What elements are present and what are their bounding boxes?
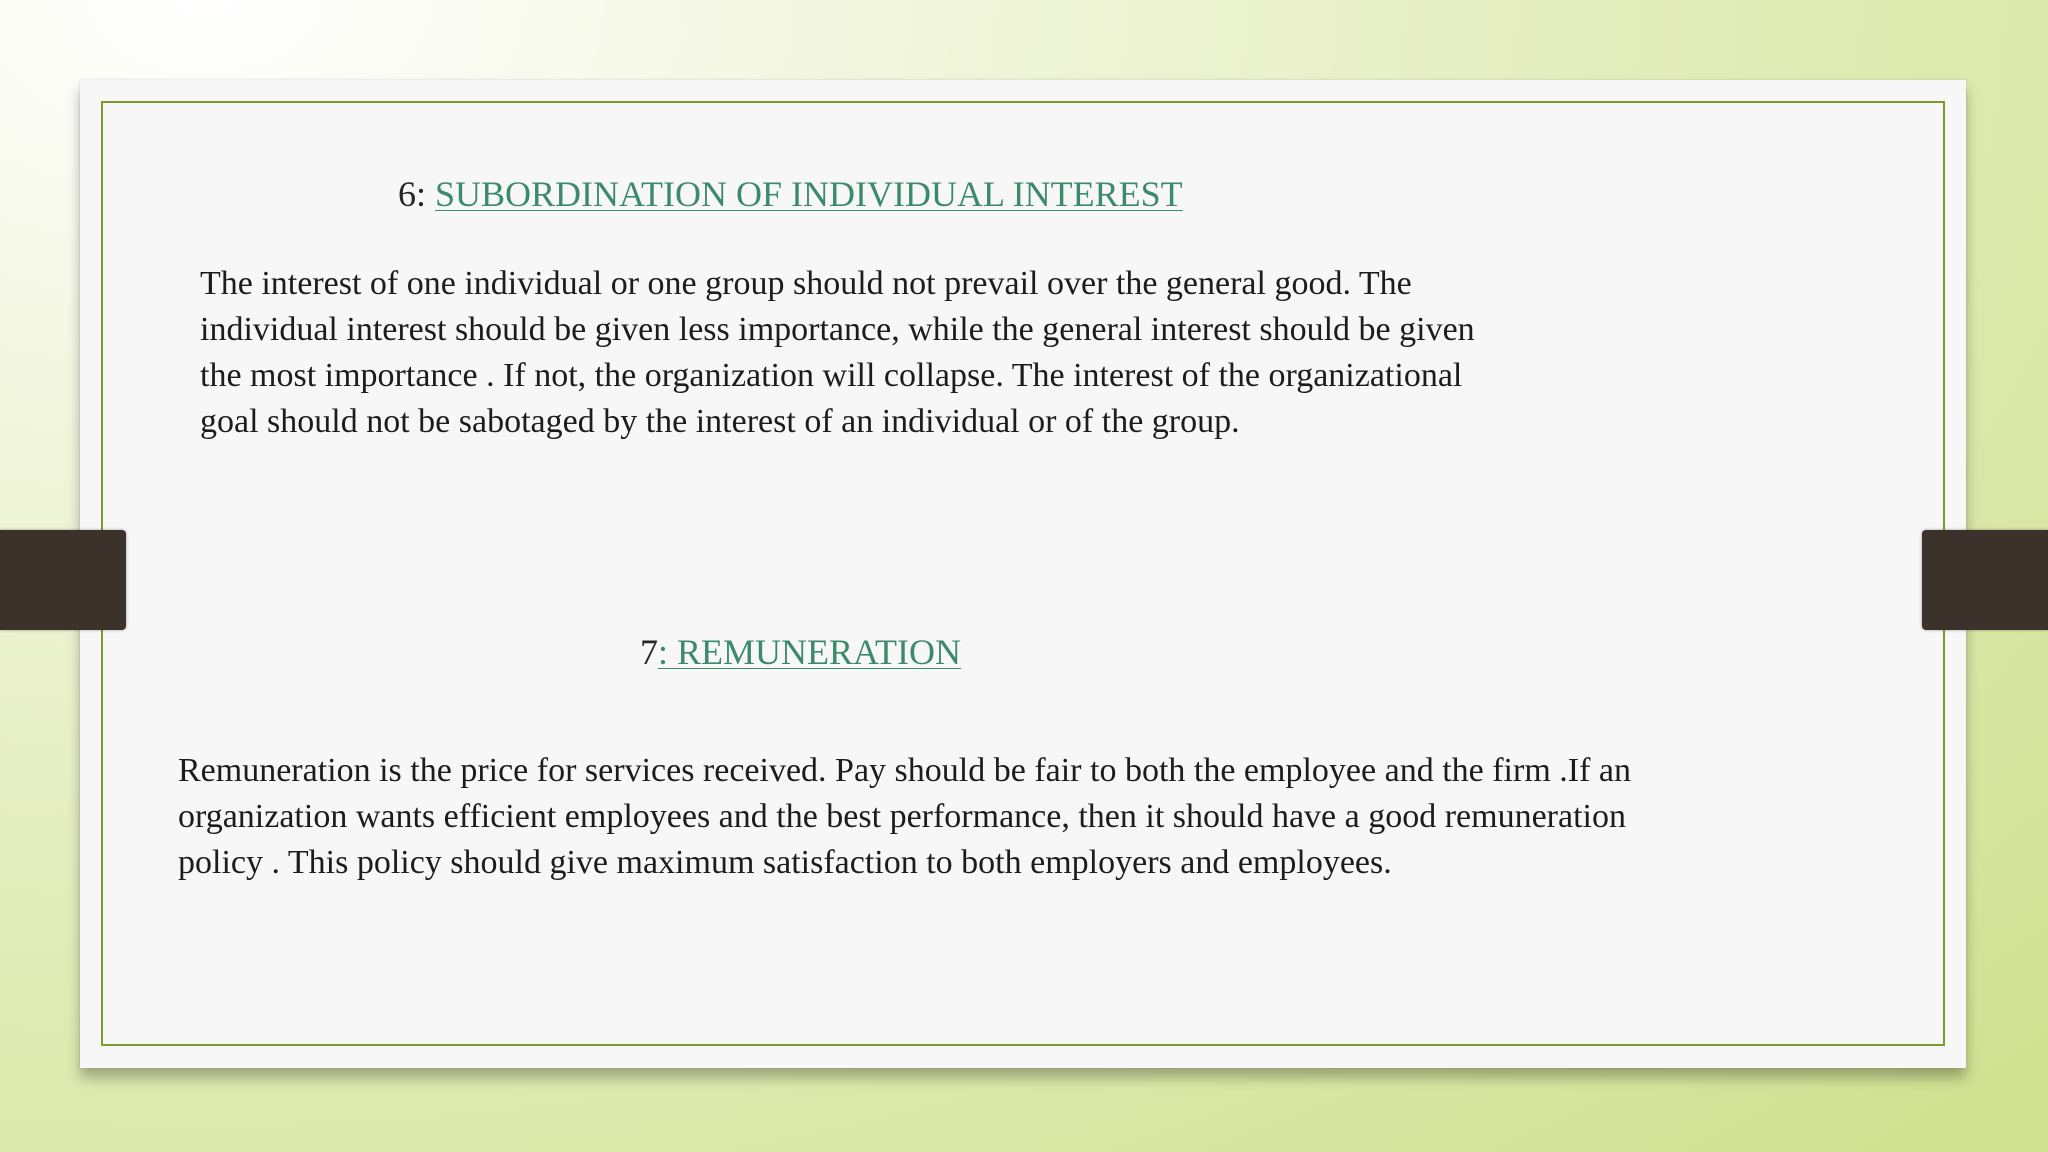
paragraph-line: Remuneration is the price for services received. Pay should be fair to both the employee and the firm .If an [178,752,1632,789]
paragraph-line: individual interest should be given less importance, while the general interest should be given [200,311,1475,348]
paragraph-line: policy . This policy should give maximum satisfaction to both employers and employees. [178,844,1392,881]
section-7-paragraph [178,748,1631,886]
paragraph-line: the most importance . If not, the organization will collapse. The interest of the organizational [200,357,1463,394]
section-7-heading [640,634,961,670]
section-6-heading [398,176,1183,212]
paragraph-line: goal should not be sabotaged by the interest of an individual or of the group. [200,403,1240,440]
section-7-title-link[interactable]: : REMUNERATION [658,632,961,672]
section-7-number: 7 [640,632,658,672]
right-side-tab [1922,530,2048,630]
left-side-tab [0,530,126,630]
section-6-number: 6: [398,174,427,214]
slide-inner-frame [101,101,1945,1046]
section-6-title-link[interactable]: SUBORDINATION OF INDIVIDUAL INTEREST [435,174,1183,214]
section-6-paragraph [200,261,1475,445]
paragraph-line: organization wants efficient employees and the best performance, then it should have a good remuneration [178,798,1626,835]
paragraph-line: The interest of one individual or one group should not prevail over the general good. The [200,265,1412,302]
